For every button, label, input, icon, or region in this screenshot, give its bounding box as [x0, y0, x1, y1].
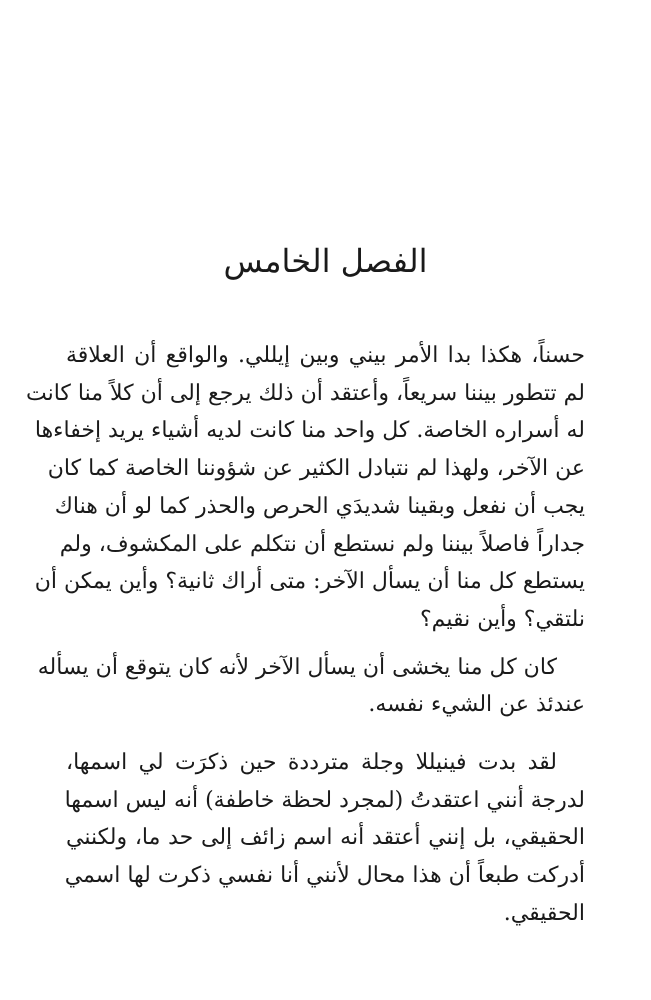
- text-line: يجب أن نفعل وبقينا شديدَي الحرص والحذر كما لو أن هناك: [54, 493, 585, 519]
- text-line: كان كل منا يخشى أن يسأل الآخر لأنه كان يتوقع أن يسأله: [37, 654, 557, 680]
- text-line: لقد بدت فينيللا وجلة مترددة حين ذكرَت لي اسمها،: [66, 750, 557, 776]
- text-line: جداراً فاصلاً بيننا ولم نستطع أن نتكلم على المكشوف، ولم: [59, 531, 585, 557]
- text-line: الحقيقي.: [503, 900, 585, 926]
- body-text: [25, 337, 585, 933]
- paragraph-3: [66, 744, 585, 933]
- text-line: عن الآخر، ولهذا لم نتبادل الكثير عن شؤوننا الخاصة كما كان: [47, 456, 585, 482]
- text-line: حسناً، هكذا بدا الأمر بيني وبين إيللي. والواقع أن العلاقة: [66, 343, 585, 368]
- text-line: لم تتطور بيننا سريعاً، وأعتقد أن ذلك يرجع إلى أن كلاً منا كانت: [25, 380, 585, 406]
- text-line: الحقيقي، بل إنني أعتقد أنه اسم زائف إلى حد ما، ولكنني: [66, 825, 585, 851]
- paragraph-2: [37, 649, 585, 724]
- text-line: أدركت طبعاً أن هذا محال لأنني أنا نفسي ذكرت لها اسمي: [64, 863, 585, 889]
- paragraph-1: [25, 337, 585, 639]
- text-line: نلتقي؟ وأين نقيم؟: [420, 606, 585, 632]
- text-line: عندئذ عن الشيء نفسه.: [368, 692, 585, 718]
- chapter-title: الفصل الخامس: [223, 242, 428, 280]
- text-line: يستطع كل منا أن يسأل الآخر: متى أراك ثانية؟ وأين يمكن أن: [34, 569, 585, 595]
- text-line: لدرجة أنني اعتقدتُ (لمجرد لحظة خاطفة) أنه ليس اسمها: [64, 787, 585, 813]
- text-line: له أسراره الخاصة. كل واحد منا كانت لديه أشياء يريد إخفاءها: [34, 418, 585, 444]
